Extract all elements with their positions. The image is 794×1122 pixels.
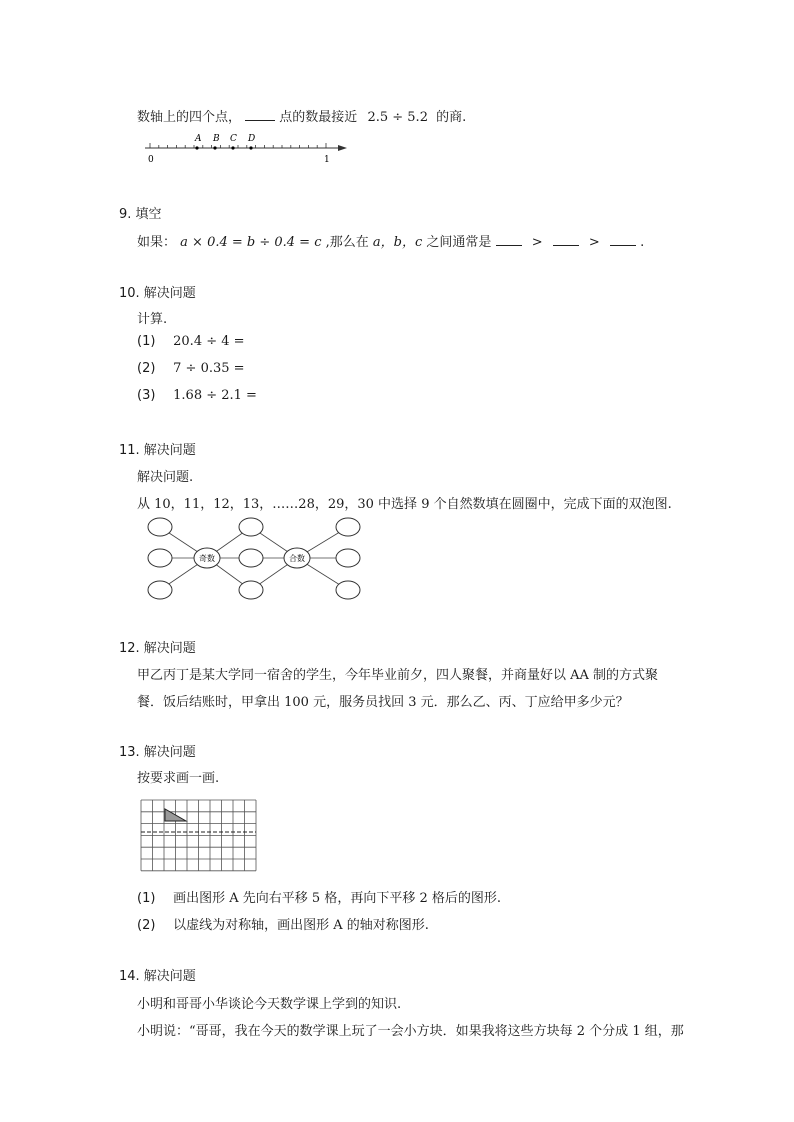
q10-title: 10. 解决问题 bbox=[119, 286, 196, 301]
q9-gt-1: > bbox=[531, 235, 543, 250]
q8-number-line bbox=[140, 128, 355, 168]
shared-bubble-1[interactable] bbox=[239, 518, 263, 536]
q14-line-1: 小明和哥哥小华谈论今天数学课上学到的知识. bbox=[137, 997, 402, 1012]
q10-intro: 计算. bbox=[137, 312, 168, 327]
center-label-odd: 奇数 bbox=[199, 554, 215, 563]
q8-line-pre: 数轴上的四个点， bbox=[137, 110, 242, 125]
shared-bubble-3[interactable] bbox=[239, 581, 263, 599]
q8-line bbox=[137, 106, 466, 125]
left-outer-bubble-1[interactable] bbox=[148, 518, 172, 536]
q10-item-2-expr: 7 ÷ 0.35 = bbox=[173, 361, 245, 376]
q9-text-post: 之间通常是 bbox=[426, 235, 492, 250]
axis-start-label: 0 bbox=[148, 155, 154, 165]
point-d-dot bbox=[249, 146, 252, 149]
q13-item-1 bbox=[137, 887, 501, 906]
point-b-label: B bbox=[213, 134, 220, 144]
q9-text-pre: 如果： bbox=[137, 235, 177, 250]
q14-title: 14. 解决问题 bbox=[119, 969, 196, 984]
q10-item-3 bbox=[137, 388, 257, 403]
q11-line-2: 从 10，11，12，13，……28，29，30 中选择 9 个自然数填在圆圈中，完成下面的双泡图. bbox=[137, 497, 672, 512]
q9-end: . bbox=[640, 235, 645, 250]
q13-item-2-text: 以虚线为对称轴，画出图形 A 的轴对称图形. bbox=[173, 918, 429, 933]
q9-blank-3[interactable] bbox=[610, 235, 636, 246]
q10-item-2 bbox=[137, 361, 245, 376]
q13-item-2 bbox=[137, 914, 429, 933]
point-d-label: D bbox=[248, 134, 256, 144]
q9-gt-2: > bbox=[588, 235, 600, 250]
q10-item-3-num: (3) bbox=[137, 388, 156, 403]
point-a-label: A bbox=[195, 134, 202, 144]
right-outer-bubble-2[interactable] bbox=[336, 549, 360, 567]
q9-line bbox=[137, 231, 644, 250]
number-line-arrow bbox=[338, 145, 347, 151]
q8-expression: 2.5 ÷ 5.2 bbox=[367, 110, 428, 125]
right-outer-bubble-3[interactable] bbox=[336, 581, 360, 599]
q12-line-2: 餐．饭后结账时，甲拿出 100 元，服务员找回 3 元．那么乙、丙、丁应给甲多少元？ bbox=[137, 695, 629, 710]
double-bubble-map bbox=[140, 514, 370, 606]
q9-blank-1[interactable] bbox=[496, 235, 522, 246]
q11-title: 11. 解决问题 bbox=[119, 443, 196, 458]
right-outer-bubble-1[interactable] bbox=[336, 518, 360, 536]
q10-item-2-num: (2) bbox=[137, 361, 156, 376]
q8-line-end: 的商. bbox=[436, 110, 467, 125]
q9-title: 9. 填空 bbox=[119, 207, 162, 222]
axis-end-label: 1 bbox=[324, 155, 330, 165]
q10-item-1 bbox=[137, 334, 245, 349]
q10-item-1-expr: 20.4 ÷ 4 = bbox=[173, 334, 245, 349]
q9-expression: a × 0.4 = b ÷ 0.4 = c bbox=[180, 235, 322, 250]
q13-intro: 按要求画一画. bbox=[137, 771, 220, 786]
q12-title: 12. 解决问题 bbox=[119, 641, 196, 656]
point-c-dot bbox=[231, 146, 234, 149]
q10-item-3-expr: 1.68 ÷ 2.1 = bbox=[173, 388, 257, 403]
q8-answer-blank[interactable] bbox=[245, 110, 275, 121]
q8-line-post: 点的数最接近 bbox=[279, 110, 358, 125]
q11-line-1: 解决问题. bbox=[137, 470, 194, 485]
q13-item-2-num: (2) bbox=[137, 918, 156, 933]
q10-item-1-num: (1) bbox=[137, 334, 156, 349]
left-outer-bubble-3[interactable] bbox=[148, 581, 172, 599]
center-label-composite: 合数 bbox=[289, 554, 305, 563]
q13-grid-figure bbox=[140, 799, 258, 873]
q13-title: 13. 解决问题 bbox=[119, 745, 196, 760]
grid-lines bbox=[141, 800, 256, 871]
q12-line-1: 甲乙丙丁是某大学同一宿舍的学生，今年毕业前夕，四人聚餐，并商量好以 AA 制的方式聚 bbox=[137, 668, 659, 683]
point-b-dot bbox=[213, 146, 216, 149]
q9-text-mid: ,那么在 bbox=[325, 235, 369, 250]
point-a-dot bbox=[195, 146, 198, 149]
q13-item-1-text: 画出图形 A 先向右平移 5 格，再向下平移 2 格后的图形. bbox=[173, 891, 501, 906]
q9-vars: a，b，c bbox=[372, 235, 423, 250]
q14-line-2: 小明说：“哥哥，我在今天的数学课上玩了一会小方块．如果我将这些方块每 2 个分成 1 组，那 bbox=[137, 1024, 684, 1039]
left-outer-bubble-2[interactable] bbox=[148, 549, 172, 567]
q13-item-1-num: (1) bbox=[137, 891, 156, 906]
shared-bubble-2[interactable] bbox=[239, 549, 263, 567]
q9-blank-2[interactable] bbox=[553, 235, 579, 246]
point-c-label: C bbox=[230, 134, 237, 144]
number-line-ticks bbox=[150, 143, 326, 148]
